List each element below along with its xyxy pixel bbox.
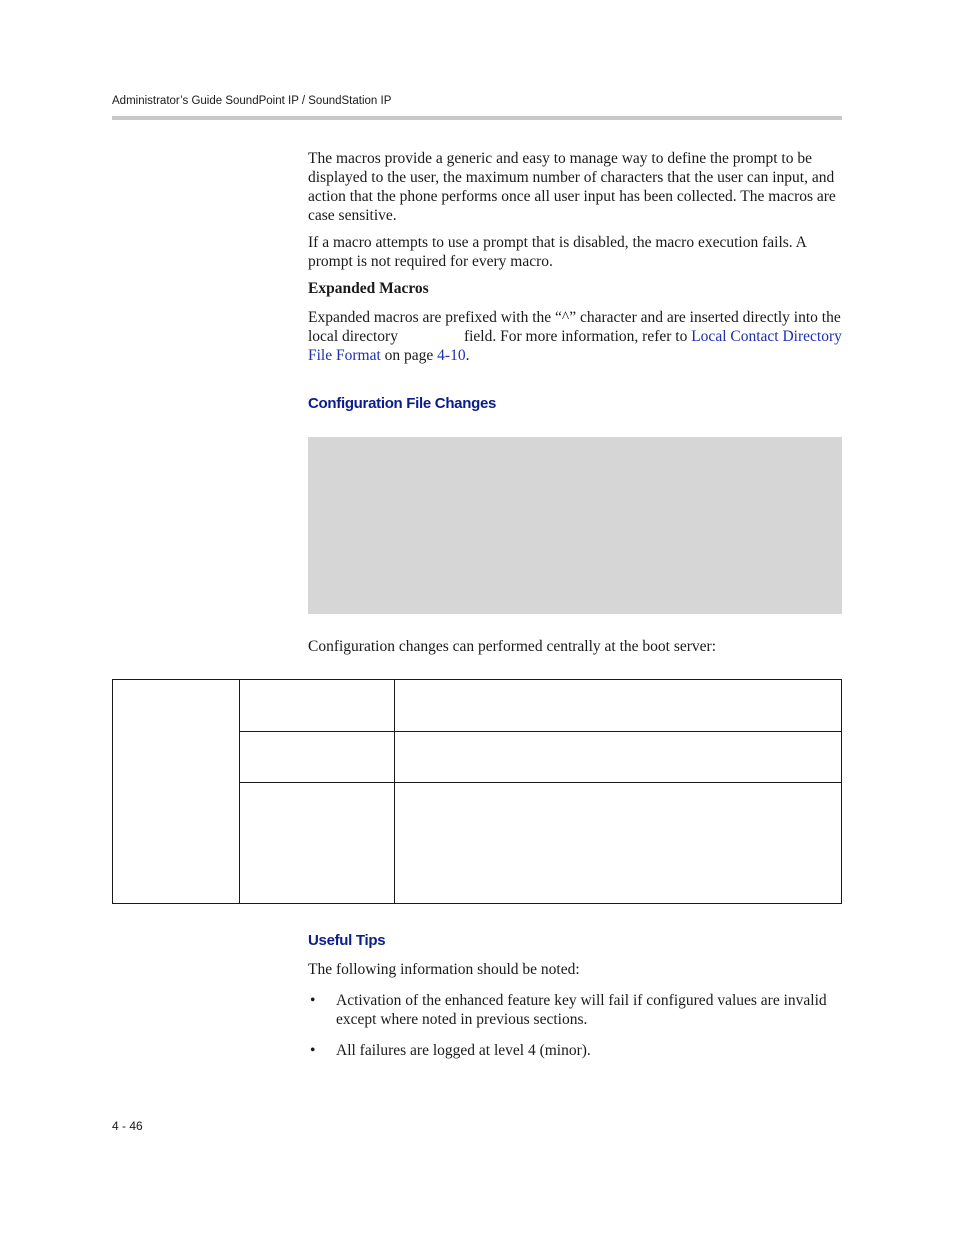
tip-text: All failures are logged at level 4 (minor). bbox=[336, 1042, 591, 1059]
table-row bbox=[113, 680, 842, 732]
tips-list-2 bbox=[308, 1041, 842, 1060]
table-cell bbox=[395, 732, 842, 783]
header-rule bbox=[112, 116, 842, 120]
config-note bbox=[308, 637, 842, 656]
local-contact-directory-link[interactable]: Local Contact Directory File Format bbox=[308, 328, 842, 364]
intro-paragraph-2 bbox=[308, 233, 842, 271]
expanded-macros-heading: Expanded Macros bbox=[308, 280, 429, 297]
bullet-mark: • bbox=[310, 992, 316, 1009]
table-cell bbox=[240, 732, 395, 783]
expanded-macros-paragraph bbox=[308, 308, 842, 365]
tips-intro-text: The following information should be noted: bbox=[308, 961, 580, 978]
list-item bbox=[308, 991, 842, 1029]
intro-text-2: If a macro attempts to use a prompt that is disabled, the macro execution fails. A prompt is not required for every macro. bbox=[308, 234, 807, 270]
list-item bbox=[308, 1041, 842, 1060]
tip-text: Activation of the enhanced feature key will fail if configured values are invalid except where noted in previous sections. bbox=[336, 992, 827, 1028]
configuration-table bbox=[112, 679, 842, 904]
expanded-text-middle: field. For more information, refer to bbox=[463, 328, 688, 345]
page-4-10-link[interactable]: 4-10 bbox=[437, 347, 466, 364]
useful-tips-heading: Useful Tips bbox=[308, 932, 386, 949]
table-cell bbox=[113, 680, 240, 904]
bullet-mark: • bbox=[310, 1042, 316, 1059]
expanded-text-before: Expanded macros are prefixed with the “^” character and are inserted directly into the local directory bbox=[308, 309, 841, 345]
tips-intro bbox=[308, 960, 842, 979]
table-cell bbox=[395, 680, 842, 732]
running-header: Administrator’s Guide SoundPoint IP / SoundStation IP bbox=[112, 95, 392, 107]
page-number: 4 - 46 bbox=[112, 1119, 143, 1133]
expanded-text-end: . bbox=[465, 347, 470, 364]
table-cell bbox=[395, 783, 842, 904]
expanded-text-page: on page bbox=[384, 347, 434, 364]
config-note-text: Configuration changes can performed centrally at the boot server: bbox=[308, 638, 717, 655]
intro-paragraph-1 bbox=[308, 149, 842, 225]
table-cell bbox=[240, 680, 395, 732]
table-cell bbox=[240, 783, 395, 904]
configuration-file-changes-heading: Configuration File Changes bbox=[308, 395, 497, 412]
tips-list-1 bbox=[308, 991, 842, 1029]
configuration-gray-box bbox=[308, 437, 842, 614]
intro-text-1: The macros provide a generic and easy to manage way to define the prompt to be displayed to the user, the maximum number of characters that the user can input, and action that the phone performs once all user input has been collected. The macros are case sensitive. bbox=[308, 150, 836, 224]
